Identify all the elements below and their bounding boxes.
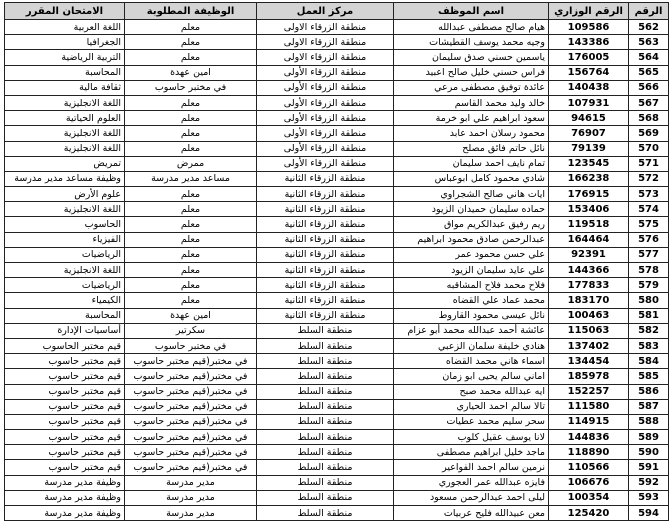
cell-work-center: منطقة السلط <box>257 506 394 521</box>
header-work-center: مركز العمل <box>257 3 394 20</box>
cell-seq: 574 <box>629 202 669 217</box>
cell-required-job: معلم <box>125 111 257 126</box>
cell-work-center: منطقة الزرقاء الثانية <box>257 232 394 247</box>
table-row <box>5 232 669 247</box>
cell-required-job: معلم <box>125 126 257 141</box>
cell-required-job: معلم <box>125 278 257 293</box>
cell-national-id: 114915 <box>549 414 629 429</box>
cell-employee-name: نرمين سالم احمد الفواعير <box>394 460 549 475</box>
cell-work-center: منطقة السلط <box>257 369 394 384</box>
cell-seq: 569 <box>629 126 669 141</box>
cell-employee-name: خالد وليد محمد القاسم <box>394 95 549 110</box>
cell-scheduled-exam: العلوم الحياتية <box>5 111 125 126</box>
cell-work-center: منطقة الزرقاء الاولى <box>257 50 394 65</box>
cell-national-id: 111580 <box>549 399 629 414</box>
cell-required-job: معلم <box>125 202 257 217</box>
cell-seq: 568 <box>629 111 669 126</box>
cell-work-center: منطقة السلط <box>257 384 394 399</box>
cell-seq: 592 <box>629 475 669 490</box>
cell-work-center: منطقة السلط <box>257 323 394 338</box>
table-row <box>5 414 669 429</box>
table-row <box>5 126 669 141</box>
cell-scheduled-exam: أساسيات الإدارة <box>5 323 125 338</box>
cell-seq: 564 <box>629 50 669 65</box>
cell-national-id: 118890 <box>549 445 629 460</box>
cell-required-job: في مختبر(قيم مختبر حاسوب <box>125 430 257 445</box>
cell-required-job: مدير مدرسة <box>125 475 257 490</box>
cell-required-job: في مختبر(قيم مختبر حاسوب <box>125 460 257 475</box>
cell-work-center: منطقة السلط <box>257 414 394 429</box>
cell-employee-name: شادي محمود كامل ابوعباس <box>394 171 549 186</box>
cell-required-job: مدير مدرسة <box>125 490 257 505</box>
cell-employee-name: هيام صالح مصطفى عبدالله <box>394 20 549 35</box>
header-employee-name: اسم الموظف <box>394 3 549 20</box>
cell-scheduled-exam: وظيفة مساعد مدير مدرسة <box>5 171 125 186</box>
cell-required-job: في مختبر حاسوب <box>125 80 257 95</box>
table-row <box>5 20 669 35</box>
cell-scheduled-exam: الحاسوب <box>5 217 125 232</box>
table-row <box>5 35 669 50</box>
cell-scheduled-exam: اللغة الانجليزية <box>5 126 125 141</box>
cell-employee-name: سعود ابراهيم علي ابو خرمة <box>394 111 549 126</box>
cell-required-job: مدير مدرسة <box>125 506 257 521</box>
cell-seq: 588 <box>629 414 669 429</box>
cell-work-center: منطقة السلط <box>257 354 394 369</box>
table-row <box>5 506 669 521</box>
cell-scheduled-exam: قيم مختبر حاسوب <box>5 369 125 384</box>
cell-seq: 582 <box>629 323 669 338</box>
cell-work-center: منطقة الزرقاء الثانية <box>257 217 394 232</box>
cell-employee-name: وجيه محمد يوسف القطيشات <box>394 35 549 50</box>
cell-national-id: 100354 <box>549 490 629 505</box>
cell-required-job: في مختبر(قيم مختبر حاسوب <box>125 399 257 414</box>
cell-employee-name: عائشة أحمد عبدالله محمد أبو عزام <box>394 323 549 338</box>
table-row <box>5 308 669 323</box>
cell-employee-name: نائل حاتم فائق مصلح <box>394 141 549 156</box>
cell-seq: 575 <box>629 217 669 232</box>
table-row <box>5 445 669 460</box>
cell-seq: 591 <box>629 460 669 475</box>
cell-required-job: في مختبر(قيم مختبر حاسوب <box>125 354 257 369</box>
cell-required-job: معلم <box>125 187 257 202</box>
table-row <box>5 80 669 95</box>
cell-national-id: 76907 <box>549 126 629 141</box>
cell-seq: 586 <box>629 384 669 399</box>
table-row <box>5 293 669 308</box>
table-row <box>5 338 669 353</box>
cell-seq: 594 <box>629 506 669 521</box>
header-required-job: الوظيفة المطلوبة <box>125 3 257 20</box>
cell-scheduled-exam: قيم مختبر حاسوب <box>5 430 125 445</box>
cell-work-center: منطقة السلط <box>257 399 394 414</box>
cell-work-center: منطقة الزرقاء الأولى <box>257 156 394 171</box>
cell-work-center: منطقة الزرقاء الأولى <box>257 141 394 156</box>
cell-work-center: منطقة الزرقاء الأولى <box>257 80 394 95</box>
cell-work-center: منطقة الزرقاء الثانية <box>257 263 394 278</box>
cell-employee-name: فايزه عبدالله عمر العجوري <box>394 475 549 490</box>
cell-work-center: منطقة الزرقاء الثانية <box>257 247 394 262</box>
cell-seq: 580 <box>629 293 669 308</box>
header-scheduled-exam: الامتحان المقرر <box>5 3 125 20</box>
cell-scheduled-exam: قيم مختبر حاسوب <box>5 399 125 414</box>
cell-seq: 573 <box>629 187 669 202</box>
cell-work-center: منطقة الزرقاء الأولى <box>257 65 394 80</box>
cell-required-job: في مختبر(قيم مختبر حاسوب <box>125 384 257 399</box>
cell-seq: 584 <box>629 354 669 369</box>
cell-scheduled-exam: اللغة الانجليزية <box>5 141 125 156</box>
cell-scheduled-exam: وظيفة مدير مدرسة <box>5 506 125 521</box>
cell-scheduled-exam: وظيفة مدير مدرسة <box>5 490 125 505</box>
table-body <box>5 20 669 521</box>
cell-national-id: 143386 <box>549 35 629 50</box>
cell-work-center: منطقة السلط <box>257 430 394 445</box>
cell-scheduled-exam: اللغة الانجليزية <box>5 95 125 110</box>
cell-work-center: منطقة السلط <box>257 460 394 475</box>
table-row <box>5 278 669 293</box>
cell-national-id: 109586 <box>549 20 629 35</box>
table-row <box>5 323 669 338</box>
table-row <box>5 187 669 202</box>
table-row <box>5 171 669 186</box>
table-row <box>5 354 669 369</box>
cell-required-job: معلم <box>125 50 257 65</box>
cell-work-center: منطقة الزرقاء الثانية <box>257 187 394 202</box>
cell-national-id: 153406 <box>549 202 629 217</box>
table-row <box>5 490 669 505</box>
cell-scheduled-exam: الفيزياء <box>5 232 125 247</box>
cell-scheduled-exam: اللغة العربية <box>5 20 125 35</box>
cell-work-center: منطقة الزرقاء الثانية <box>257 293 394 308</box>
cell-required-job: معلم <box>125 95 257 110</box>
cell-scheduled-exam: قيم مختبر حاسوب <box>5 445 125 460</box>
cell-employee-name: فراس حسني خليل صالح اعبيد <box>394 65 549 80</box>
cell-seq: 572 <box>629 171 669 186</box>
cell-work-center: منطقة الزرقاء الثانية <box>257 171 394 186</box>
cell-seq: 590 <box>629 445 669 460</box>
cell-employee-name: لانا يوسف عقيل كلوب <box>394 430 549 445</box>
cell-required-job: في مختبر(قيم مختبر حاسوب <box>125 414 257 429</box>
cell-national-id: 185978 <box>549 369 629 384</box>
cell-required-job: في مختبر حاسوب <box>125 338 257 353</box>
cell-national-id: 176005 <box>549 50 629 65</box>
cell-employee-name: عائدة توفيق مصطفى مرعي <box>394 80 549 95</box>
cell-employee-name: محمود رسلان احمد عابد <box>394 126 549 141</box>
cell-scheduled-exam: الجغرافيا <box>5 35 125 50</box>
cell-scheduled-exam: اللغة الانجليزية <box>5 263 125 278</box>
cell-employee-name: سحر سليم محمد عطيات <box>394 414 549 429</box>
cell-seq: 562 <box>629 20 669 35</box>
cell-national-id: 123545 <box>549 156 629 171</box>
cell-national-id: 119518 <box>549 217 629 232</box>
table-row <box>5 217 669 232</box>
table-row <box>5 430 669 445</box>
cell-national-id: 94615 <box>549 111 629 126</box>
cell-employee-name: نائل عيسى محمود القاروط <box>394 308 549 323</box>
cell-required-job: معلم <box>125 217 257 232</box>
cell-national-id: 134454 <box>549 354 629 369</box>
table-row <box>5 65 669 80</box>
cell-national-id: 137402 <box>549 338 629 353</box>
cell-seq: 566 <box>629 80 669 95</box>
table-row <box>5 369 669 384</box>
cell-employee-name: ياسمين حسني صدق سليمان <box>394 50 549 65</box>
cell-required-job: معلم <box>125 232 257 247</box>
cell-scheduled-exam: ثقافة مالية <box>5 80 125 95</box>
cell-seq: 581 <box>629 308 669 323</box>
table-row <box>5 384 669 399</box>
cell-employee-name: ايات هاني صالح الشجراوي <box>394 187 549 202</box>
cell-work-center: منطقة السلط <box>257 490 394 505</box>
table-row <box>5 460 669 475</box>
cell-work-center: منطقة الزرقاء الأولى <box>257 95 394 110</box>
cell-required-job: معلم <box>125 20 257 35</box>
cell-seq: 593 <box>629 490 669 505</box>
cell-scheduled-exam: اللغة الانجليزية <box>5 202 125 217</box>
cell-required-job: في مختبر(قيم مختبر حاسوب <box>125 369 257 384</box>
table-row <box>5 202 669 217</box>
cell-work-center: منطقة الزرقاء الاولى <box>257 35 394 50</box>
table-row <box>5 95 669 110</box>
table-row <box>5 156 669 171</box>
table-row <box>5 475 669 490</box>
cell-work-center: منطقة الزرقاء الأولى <box>257 126 394 141</box>
cell-seq: 587 <box>629 399 669 414</box>
cell-scheduled-exam: الرياضيات <box>5 247 125 262</box>
document-sheet <box>4 2 668 521</box>
cell-required-job: مساعد مدير مدرسة <box>125 171 257 186</box>
cell-seq: 578 <box>629 263 669 278</box>
cell-employee-name: فلاح محمد فلاح المشاقبه <box>394 278 549 293</box>
cell-required-job: معلم <box>125 263 257 278</box>
cell-national-id: 176915 <box>549 187 629 202</box>
cell-seq: 577 <box>629 247 669 262</box>
cell-seq: 567 <box>629 95 669 110</box>
cell-national-id: 177833 <box>549 278 629 293</box>
cell-employee-name: محمد عماد علي القضاه <box>394 293 549 308</box>
cell-national-id: 144366 <box>549 263 629 278</box>
cell-national-id: 125420 <box>549 506 629 521</box>
cell-scheduled-exam: المحاسبة <box>5 308 125 323</box>
cell-national-id: 115063 <box>549 323 629 338</box>
cell-work-center: منطقة السلط <box>257 338 394 353</box>
cell-required-job: امين عهدة <box>125 65 257 80</box>
table-row <box>5 111 669 126</box>
cell-work-center: منطقة السلط <box>257 445 394 460</box>
cell-work-center: منطقة الزرقاء الثانية <box>257 278 394 293</box>
cell-seq: 563 <box>629 35 669 50</box>
cell-employee-name: هنادي خليفة سلمان الزعبي <box>394 338 549 353</box>
cell-required-job: معلم <box>125 35 257 50</box>
cell-required-job: معلم <box>125 247 257 262</box>
cell-required-job: ممرض <box>125 156 257 171</box>
cell-national-id: 100463 <box>549 308 629 323</box>
table-row <box>5 141 669 156</box>
cell-work-center: منطقة الزرقاء الثانية <box>257 308 394 323</box>
cell-scheduled-exam: قيم مختبر حاسوب <box>5 384 125 399</box>
cell-scheduled-exam: قيم مختبر حاسوب <box>5 460 125 475</box>
cell-employee-name: حماده سليمان حميدان الزيود <box>394 202 549 217</box>
cell-national-id: 106676 <box>549 475 629 490</box>
cell-scheduled-exam: تمريض <box>5 156 125 171</box>
cell-seq: 576 <box>629 232 669 247</box>
header-seq: الرقم <box>629 3 669 20</box>
cell-seq: 565 <box>629 65 669 80</box>
cell-employee-name: عبدالرحمن صادق محمود ابراهيم <box>394 232 549 247</box>
cell-national-id: 156764 <box>549 65 629 80</box>
cell-required-job: في مختبر(قيم مختبر حاسوب <box>125 445 257 460</box>
cell-work-center: منطقة السلط <box>257 475 394 490</box>
table-header-row <box>5 3 669 20</box>
cell-national-id: 79139 <box>549 141 629 156</box>
cell-employee-name: تمام نايف احمد سليمان <box>394 156 549 171</box>
cell-seq: 589 <box>629 430 669 445</box>
cell-scheduled-exam: قيم مختبر الحاسوب <box>5 338 125 353</box>
table-row <box>5 247 669 262</box>
cell-national-id: 92391 <box>549 247 629 262</box>
cell-seq: 579 <box>629 278 669 293</box>
cell-work-center: منطقة الزرقاء الأولى <box>257 111 394 126</box>
cell-work-center: منطقة الزرقاء الاولى <box>257 20 394 35</box>
cell-scheduled-exam: قيم مختبر حاسوب <box>5 354 125 369</box>
cell-national-id: 152257 <box>549 384 629 399</box>
cell-work-center: منطقة الزرقاء الثانية <box>257 202 394 217</box>
cell-national-id: 166238 <box>549 171 629 186</box>
cell-seq: 570 <box>629 141 669 156</box>
cell-required-job: امين عهدة <box>125 308 257 323</box>
cell-national-id: 110566 <box>549 460 629 475</box>
cell-scheduled-exam: الكيمياء <box>5 293 125 308</box>
cell-national-id: 140438 <box>549 80 629 95</box>
cell-scheduled-exam: علوم الأرض <box>5 187 125 202</box>
table-row <box>5 399 669 414</box>
cell-scheduled-exam: وظيفة مدير مدرسة <box>5 475 125 490</box>
cell-employee-name: اماني سالم يحيى ابو زمان <box>394 369 549 384</box>
cell-national-id: 183170 <box>549 293 629 308</box>
cell-required-job: معلم <box>125 141 257 156</box>
cell-seq: 585 <box>629 369 669 384</box>
cell-employee-name: تالا سالم احمد الحياري <box>394 399 549 414</box>
cell-scheduled-exam: قيم مختبر حاسوب <box>5 414 125 429</box>
cell-employee-name: ايه عبدالله محمد صبح <box>394 384 549 399</box>
cell-employee-name: علي عايد سليمان الزيود <box>394 263 549 278</box>
cell-employee-name: معن عبيدالله فليح عربيات <box>394 506 549 521</box>
table-row <box>5 50 669 65</box>
employees-table <box>4 2 669 521</box>
header-national-id: الرقم الوزاري <box>549 3 629 20</box>
cell-scheduled-exam: الرياضيات <box>5 278 125 293</box>
cell-scheduled-exam: المحاسبة <box>5 65 125 80</box>
cell-employee-name: علي حسن محمود عمر <box>394 247 549 262</box>
table-row <box>5 263 669 278</box>
cell-national-id: 144836 <box>549 430 629 445</box>
cell-scheduled-exam: التربية الرياضية <box>5 50 125 65</box>
cell-employee-name: ليلى احمد عبدالرحمن مسعود <box>394 490 549 505</box>
cell-national-id: 107931 <box>549 95 629 110</box>
cell-employee-name: اسماء هاني محمد القضاه <box>394 354 549 369</box>
cell-required-job: سكرتير <box>125 323 257 338</box>
cell-seq: 583 <box>629 338 669 353</box>
cell-employee-name: ريم رفيق عبدالكريم مواق <box>394 217 549 232</box>
cell-seq: 571 <box>629 156 669 171</box>
cell-employee-name: ماجد خليل ابراهيم مصطفى <box>394 445 549 460</box>
cell-national-id: 164464 <box>549 232 629 247</box>
cell-required-job: معلم <box>125 293 257 308</box>
